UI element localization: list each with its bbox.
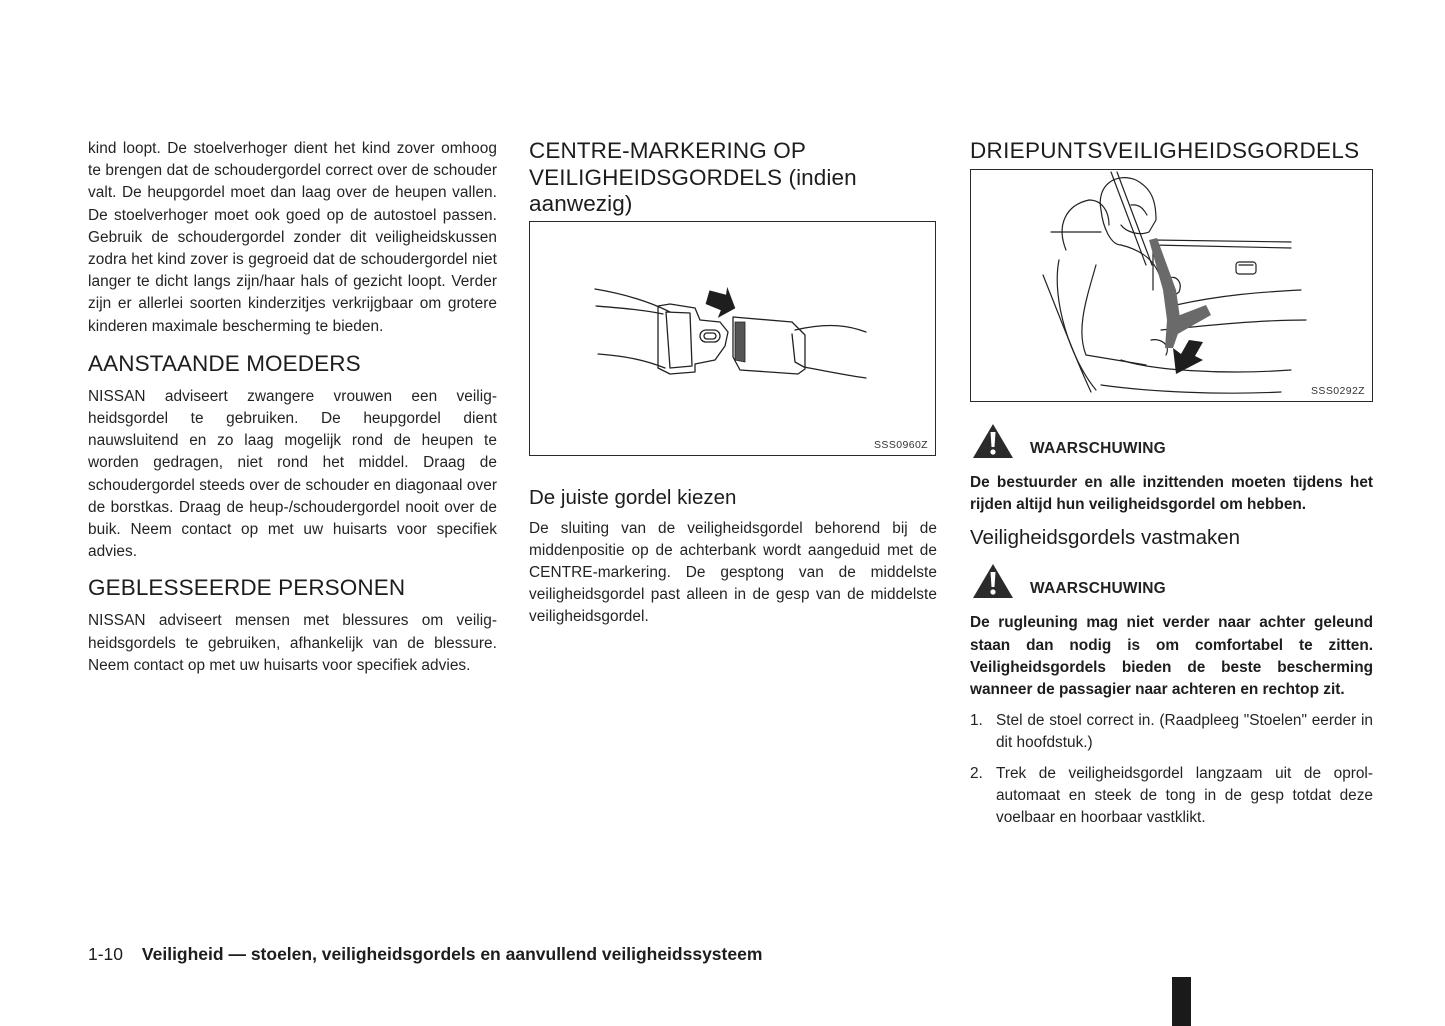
chapter-title: Veiligheid — stoelen, veiligheidsgordels en aanvullend veiligheidssysteem: [141, 944, 763, 964]
warning-header-1: [970, 423, 1373, 459]
page-number: 1-10: [88, 944, 124, 964]
heading-centre-markering: CENTRE-MARKERING OP VEILIGHEIDSGORDELS (indien aanwezig): [529, 138, 857, 216]
column-left: [88, 138, 497, 677]
step-number: 1.: [970, 712, 983, 730]
chapter-thumb-tab: [1172, 977, 1191, 1026]
warning-header-2: [970, 563, 1373, 599]
figure-code: SSS0292Z: [1311, 385, 1365, 397]
warning-triangle-icon: [972, 423, 1014, 459]
step-text: Stel de stoel correct in. (Raadpleeg "Stoelen" eerder in dit hoofdstuk.): [996, 712, 1373, 752]
step-item: [970, 763, 1373, 830]
column-right: [970, 138, 1373, 837]
intro-paragraph: kind loopt. De stoelverhoger dient het kind zover omhoog te brengen dat de schoudergordel correct over de schouder valt. De heupgordel moet dan laag over de heupen vallen. De stoelverhoger moet ook goed op de autostoel passen. Gebruik de schoudergordel zonder dit veiligheidskussen zodra het kind zover is gegroeid dat de schoudergordel niet langer te dicht langs zijn/haar hals of gezicht loopt. Verder zijn er allerlei soorten kinderzitjes verkrijgbaar om grotere kinderen maximale bescherming te bieden.: [88, 140, 497, 335]
heading-aanstaande-moeders: AANSTAANDE MOEDERS: [88, 350, 361, 376]
seated-passenger-illustration-icon: [971, 170, 1371, 400]
paragraph-geblesseerde-personen: NISSAN adviseert mensen met blessures om veiligheidsgordels te gebruiken, afhankelijk van de blessure. Neem contact op met uw huisarts voor specifiek advies.: [88, 612, 497, 674]
heading-driepuntsveiligheidsgordels: DRIEPUNTSVEILIGHEIDSGORDELS: [970, 138, 1360, 163]
warning-triangle-icon: [972, 563, 1014, 599]
column-middle: [529, 138, 937, 629]
subheading-juiste-gordel: De juiste gordel kiezen: [529, 485, 737, 509]
step-number: 2.: [970, 764, 983, 782]
subheading-gordels-vastmaken: Veiligheidsgordels vastmaken: [970, 526, 1241, 550]
warning-text-1: De bestuurder en alle inzittenden moeten tijdens het rijden altijd hun veiligheidsgordel om hebben.: [970, 474, 1373, 514]
fastening-steps-list: [970, 710, 1373, 829]
paragraph-aanstaande-moeders: NISSAN adviseert zwangere vrouwen een veiligheidsgordel te gebruiken. De heupgordel dient nauwsluitend en zo laag mogelijk rond de heupen te worden gedragen, niet rond het middel. Draag de schoudergordel steeds over de schouder en diagonaal over de borstkas. Draag de heup-/schoudergordel nooit over de buik. Neem contact op met uw huisarts voor specifiek advies.: [88, 387, 497, 561]
step-item: [970, 710, 1373, 754]
figure-passenger-seatbelt: [970, 169, 1373, 402]
warning-label: WAARSCHUWING: [1030, 440, 1166, 457]
step-text: Trek de veiligheidsgordel langzaam uit de oprolautomaat en steek de tong in de gesp totdat deze voelbaar en hoorbaar vastklikt.: [996, 764, 1373, 827]
paragraph-juiste-gordel: De sluiting van de veiligheidsgordel behorend bij de middenpositie op de achterbank wordt aangeduid met de CENTRE-markering. De gesptong van de middelste veiligheidsgordel past alleen in de gesp van de middelste veiligheidsgordel.: [529, 519, 937, 626]
heading-geblesseerde-personen: GEBLESSEERDE PERSONEN: [88, 575, 406, 601]
figure-seatbelt-buckle: [529, 221, 936, 456]
page-footer: [88, 942, 762, 966]
seatbelt-buckle-illustration-icon: [530, 222, 934, 454]
warning-text-2: De rugleuning mag niet verder naar achter geleund staan dan nodig is om comfortabel te zitten. Veiligheidsgordels bieden de beste bescherming wanneer de passagier naar achteren en rechtop zit.: [970, 614, 1373, 699]
figure-code: SSS0960Z: [874, 438, 928, 451]
warning-label: WAARSCHUWING: [1030, 580, 1166, 598]
